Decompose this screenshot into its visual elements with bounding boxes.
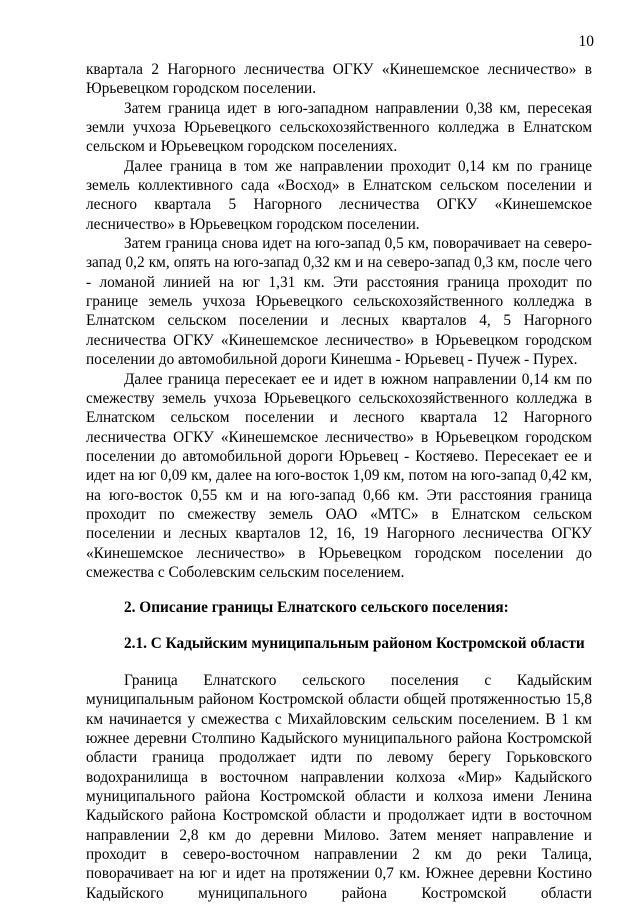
section-heading-2-1: 2.1. С Кадыйским муниципальным районом Костромской области bbox=[124, 634, 585, 652]
section-heading-2: 2. Описание границы Елнатского сельского поселения: bbox=[124, 599, 509, 617]
paragraph-kadyi-border: Граница Елнатского сельского поселения с Кадыйским муниципальным районом Костромской области общей протяженностью 15,8 км начинается у смежества с Михайловским сельским поселением. В 1 км южнее деревни Столпино Кадыйского муниципального района Костромской области граница продолжает идти по левому берегу Горьковского водохранилища в восточном направлении колхоза «Мир» Кадыйского муниципального района Костромской области и колхоза имени Ленина Кадыйского района Костромской области и продолжает идти в восточном направлении 2,8 км до деревни Милово. Затем меняет направление и проходит в северо-восточном направлении 2 км до реки Талица, поворачивает на юг и идет на протяжении 0,7 км. Южнее деревни Костино Кадыйского муниципального района Костромской области bbox=[86, 671, 592, 902]
paragraph-southwest-038: Затем граница идет в юго-западном направлении 0,38 км, пересекая земли учхоза Юрьевецкого сельскохозяйственного колледжа в Елнатском сельском и Юрьевецком городском поселениях. bbox=[86, 99, 592, 156]
paragraph-south-014: Далее граница пересекает ее и идет в южном направлении 0,14 км по смежеству земель учхоза Юрьевецкого сельскохозяйственного колледжа в Елнатском сельском поселении и лесного квартала 12 Нагорного лесничества ОГКУ «Кинешемское лесничество» в Юрьевецком городском поселении до автомобильной дороги Юрьевец - Костяево. Пересекает ее и идет на юг 0,09 км, далее на юго-восток 1,09 км, потом на юго-запад 0,42 км, на юго-восток 0,55 км и на юго-запад 0,66 км. Эти расстояния граница проходит по смежеству земель ОАО «МТС» в Елнатском сельском поселении и лесных кварталов 12, 16, 19 Нагорного лесничества ОГКУ «Кинешемское лесничество» в Юрьевецком городском поселении до смежества с Соболевским сельским поселением. bbox=[86, 370, 592, 581]
page-number: 10 bbox=[578, 33, 594, 50]
paragraph-broken-line: Затем граница снова идет на юго-запад 0,5 км, поворачивает на северо-запад 0,2 км, опять на юго-запад 0,32 км и на северо-запад 0,3 км, после чего - ломаной линией на юг 1,31 км. Эти расстояния граница проходит по границе земель учхоза Юрьевецкого сельскохозяйственного колледжа в Елнатском сельском поселении и лесных кварталов 4, 5 Нагорного лесничества ОГКУ «Кинешемское лесничество» в Юрьевецком городском поселении до автомобильной дороги Кинешма - Юрьевец - Пучеж - Пурех. bbox=[86, 235, 592, 369]
paragraph-continuation: квартала 2 Нагорного лесничества ОГКУ «Кинешемское лесничество» в Юрьевецком городском поселении. bbox=[86, 61, 592, 98]
document-body bbox=[86, 60, 592, 903]
paragraph-garden-voskhod: Далее граница в том же направлении проходит 0,14 км по границе земель коллективного сада «Восход» в Елнатском сельском поселении и лесного квартала 5 Нагорного лесничества ОГКУ «Кинешемское лесничество» в Юрьевецком городском поселении. bbox=[86, 157, 592, 233]
